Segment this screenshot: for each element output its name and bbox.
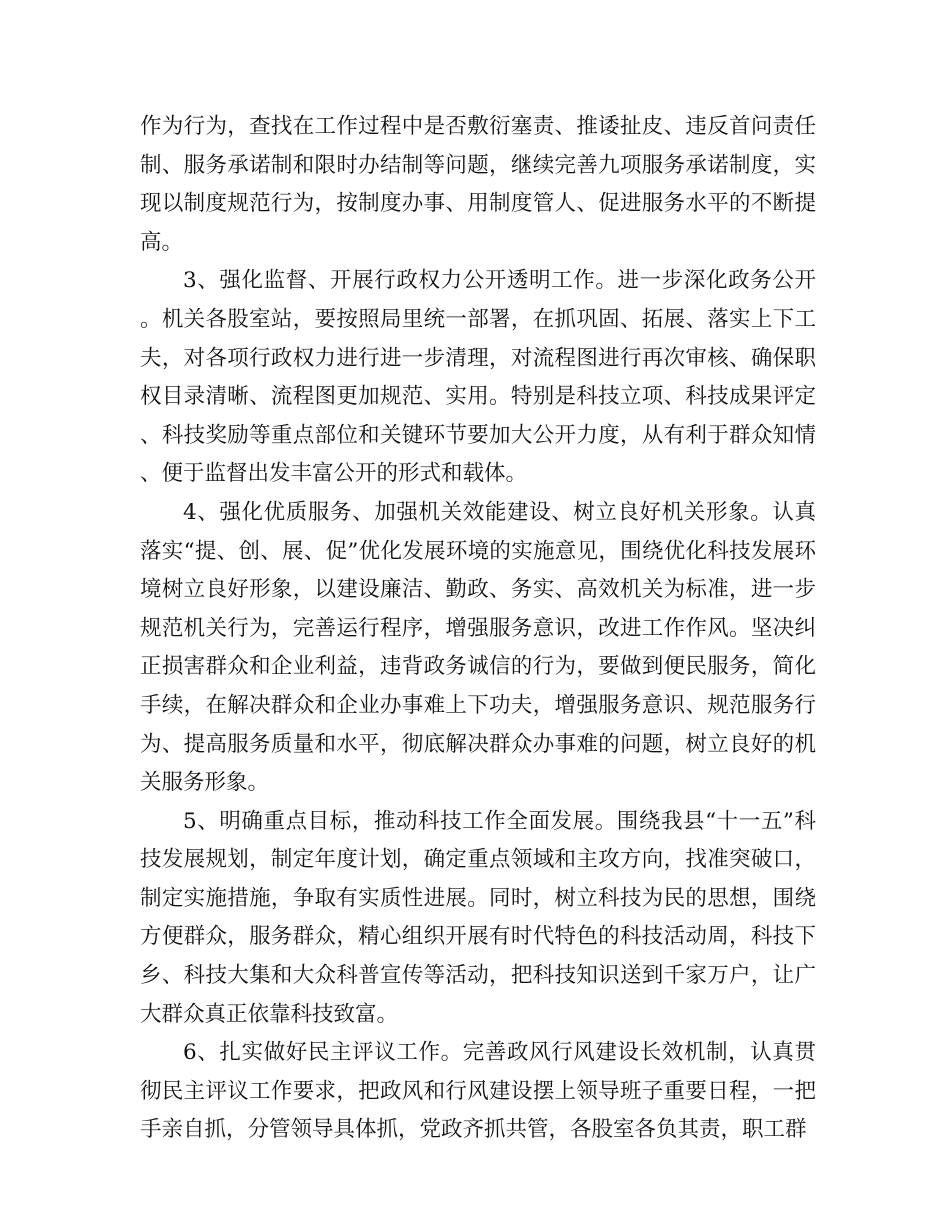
paragraph-item-5: 5、明确重点目标，推动科技工作全面发展。围绕我县“十一五”科技发展规划，制定年度计划，确定重点领域和主攻方向，找准突破口，制定实施措施，争取有实质性进展。同时，树立科技为民的思想，围绕方便群众，服务群众，精心组织开展有时代特色的科技活动周，科技下乡、科技大集和大众科普宣传等活动，把科技知识送到千家万户，让广大群众真正依靠科技致富。 <box>140 808 816 1027</box>
paragraph-continuation: 作为行为，查找在工作过程中是否敷衍塞责、推诿扯皮、违反首问责任制、服务承诺制和限时办结制等问题，继续完善九项服务承诺制度，实现以制度规范行为，按制度办事、用制度管人、促进服务水平的不断提高。 <box>140 114 816 255</box>
document-body <box>140 108 816 1150</box>
paragraph-item-6: 6、扎实做好民主评议工作。完善政风行风建设长效机制，认真贯彻民主评议工作要求，把政风和行风建设摆上领导班子重要日程，一把手亲自抓，分管领导具体抓，党政齐抓共管，各股室各负其责，职工群 <box>140 1040 816 1143</box>
paragraph-item-4: 4、强化优质服务、加强机关效能建设、树立良好机关形象。认真落实“提、创、展、促”优化发展环境的实施意见，围绕优化科技发展环境树立良好形象，以建设廉洁、勤政、务实、高效机关为标准，进一步规范机关行为，完善运行程序，增强服务意识，改进工作作风。坚决纠正损害群众和企业利益，违背政务诚信的行为，要做到便民服务，简化手续，在解决群众和企业办事难上下功夫，增强服务意识、规范服务行为、提高服务质量和水平，彻底解决群众办事难的问题，树立良好的机关服务形象。 <box>140 499 816 796</box>
paragraph-item-3: 3、强化监督、开展行政权力公开透明工作。进一步深化政务公开。机关各股室站，要按照局里统一部署，在抓巩固、拓展、落实上下工夫，对各项行政权力进行进一步清理，对流程图进行再次审核、确保职权目录清晰、流程图更加规范、实用。特别是科技立项、科技成果评定、科技奖励等重点部位和关键环节要加大公开力度，从有利于群众知情、便于监督出发丰富公开的形式和载体。 <box>140 268 816 487</box>
